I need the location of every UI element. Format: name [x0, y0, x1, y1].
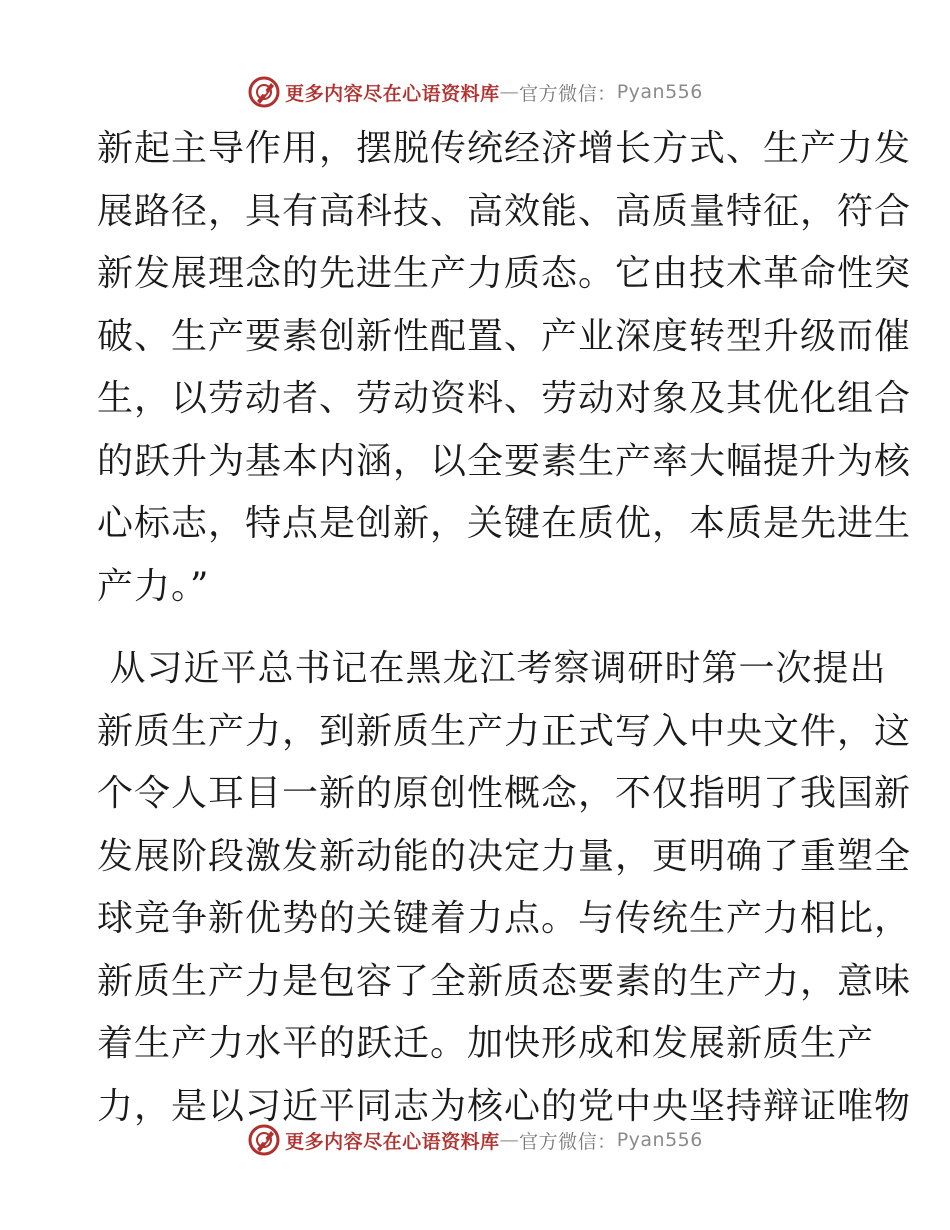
footer-wechat-label: 官方微信：: [519, 1130, 617, 1153]
brand-logo-icon: [247, 1123, 281, 1157]
footer-wechat-id: Pyan556: [616, 1129, 703, 1151]
header-wechat-label: 官方微信：: [519, 82, 617, 105]
text-line: 新质生产力是包容了全新质态要素的生产力，意味: [97, 960, 912, 1002]
text-line: 新质生产力，到新质生产力正式写入中央文件，这: [97, 710, 912, 752]
text-line: 着生产力水平的跃迁。加快形成和发展新质生产: [97, 1023, 875, 1064]
paragraph-1: [97, 118, 912, 618]
paragraph-2: [97, 638, 912, 1138]
brand-logo-icon: [247, 75, 281, 109]
text-line: 个令人耳目一新的原创性概念，不仅指明了我国新: [97, 773, 912, 814]
footer-separator: —: [499, 1129, 520, 1151]
header-brand-text: 更多内容尽在心语资料库: [285, 82, 500, 105]
header-separator: —: [499, 81, 520, 103]
text-line: 新发展理念的先进生产力质态。它由技术革命性突: [97, 253, 912, 294]
text-line: 力，是以习近平同志为核心的党中央坚持辩证唯物: [97, 1085, 912, 1127]
text-line: 生，以劳动者、劳动资料、劳动对象及其优化组合: [97, 378, 912, 419]
text-line: 球竞争新优势的关键着力点。与传统生产力相比，: [97, 898, 912, 939]
header-banner: [0, 72, 950, 112]
footer-banner: [0, 1120, 950, 1160]
text-line: 展路径，具有高科技、高效能、高质量特征，符合: [97, 190, 912, 232]
footer-brand-text: 更多内容尽在心语资料库: [285, 1130, 500, 1153]
text-line: 新起主导作用，摆脱传统经济增长方式、生产力发: [97, 128, 912, 169]
text-line: 心标志，特点是创新，关键在质优，本质是先进生: [97, 503, 912, 544]
text-line: 的跃升为基本内涵，以全要素生产率大幅提升为核: [97, 440, 912, 482]
header-wechat-id: Pyan556: [616, 81, 703, 103]
text-line: 发展阶段激发新动能的决定力量，更明确了重塑全: [97, 835, 912, 877]
document-body: [97, 118, 912, 1138]
text-line: 破、生产要素创新性配置、产业深度转型升级而催: [97, 315, 912, 357]
paragraph-gap: [97, 618, 849, 638]
text-line: 从习近平总书记在黑龙江考察调研时第一次提出: [97, 648, 887, 689]
text-line: 产力。”: [97, 565, 210, 607]
